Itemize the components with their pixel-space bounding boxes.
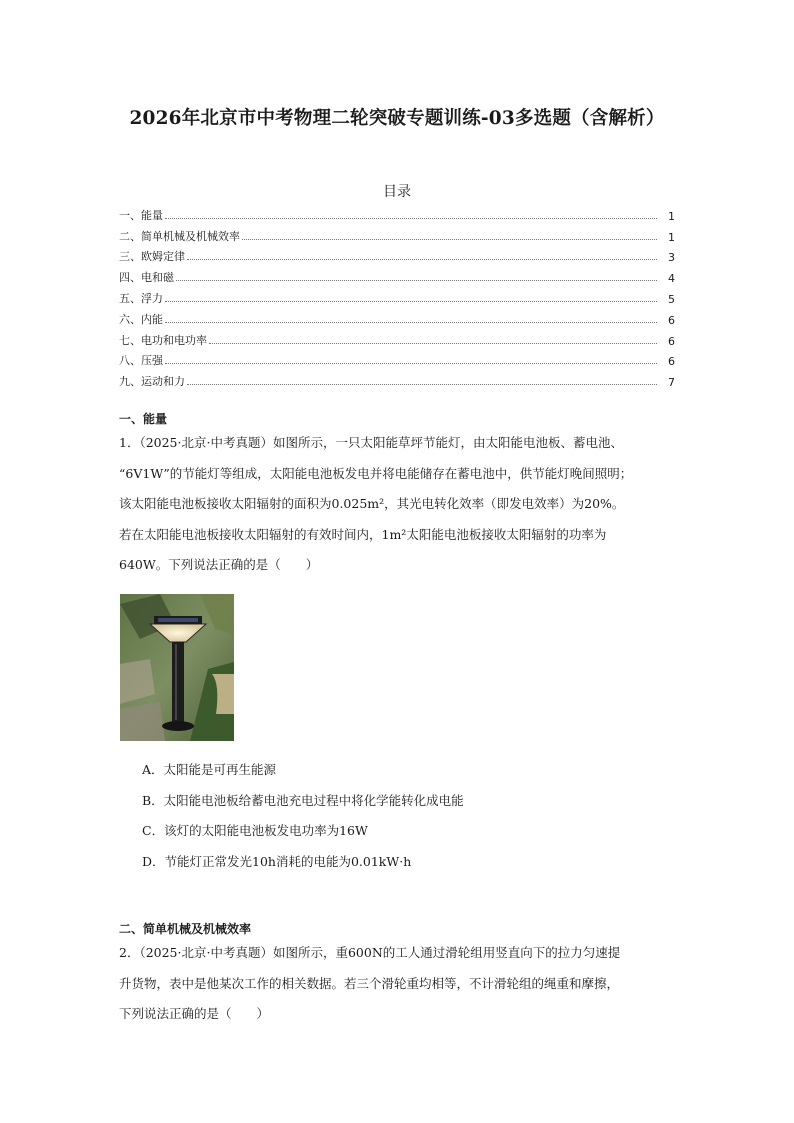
solar-lawn-lamp-image (120, 594, 234, 741)
option-d[interactable]: D．节能灯正常发光10h消耗的电能为0.01kW·h (142, 853, 412, 869)
toc-leader (165, 218, 657, 219)
toc-leader (187, 259, 657, 260)
toc-item[interactable]: 一、能量 1 (119, 208, 675, 223)
toc-leader (176, 280, 657, 281)
toc-leader (209, 343, 657, 344)
toc-item[interactable]: 二、简单机械及机械效率 1 (119, 229, 675, 244)
toc-item[interactable]: 四、电和磁 4 (119, 271, 675, 286)
toc-item[interactable]: 八、压强 6 (119, 354, 675, 369)
toc-leader (187, 384, 657, 385)
document-title: 2026年北京市中考物理二轮突破专题训练-03多选题（含解析） (129, 108, 665, 129)
option-c[interactable]: C．该灯的太阳能电池板发电功率为16W (142, 823, 368, 838)
table-of-contents (119, 202, 675, 389)
toc-item[interactable]: 七、电功和电功率 6 (119, 333, 675, 348)
toc-leader (165, 301, 657, 302)
option-a[interactable]: A．太阳能是可再生能源 (142, 762, 277, 777)
toc-leader (165, 363, 657, 364)
toc-leader (165, 322, 657, 323)
question-1-options (142, 755, 464, 877)
toc-heading: 目录 (383, 184, 411, 200)
toc-leader (242, 239, 657, 240)
toc-item[interactable]: 六、内能 6 (119, 312, 675, 327)
toc-item[interactable]: 五、浮力 5 (119, 291, 675, 306)
section-heading-simple-machines: 二、简单机械及机械效率 (119, 922, 252, 936)
section-heading-energy: 一、能量 (119, 412, 168, 426)
question-1-text: 1．（2025·北京·中考真题）如图所示，一只太阳能草坪节能灯，由太阳能电池板、蓄电池、 “6V1W”的节能灯等组成，太阳能电池板发电并将电能储存在蓄电池中，供节能灯晚间照明； 该太阳能电池板接收太阳辐射的面积为0.025m²，其光电转化效率（即发电效率）为20%。 若在太阳能电池板接收太阳辐射的有效时间内，1m²太阳能电池板接收太阳辐射的功率为 640W。下列说法正确的是（ ） (119, 435, 633, 572)
toc-item[interactable]: 三、欧姆定律 3 (119, 250, 675, 265)
question-2-text: 2．（2025·北京·中考真题）如图所示，重600N的工人通过滑轮组用竖直向下的拉力匀速提 升货物，表中是他某次工作的相关数据。若三个滑轮重均相等，不计滑轮组的绳重和摩擦， 下列说法正确的是（ ） (119, 945, 621, 1021)
toc-item[interactable]: 九、运动和力 7 (119, 375, 675, 390)
option-b[interactable]: B．太阳能电池板给蓄电池充电过程中将化学能转化成电能 (142, 792, 464, 808)
